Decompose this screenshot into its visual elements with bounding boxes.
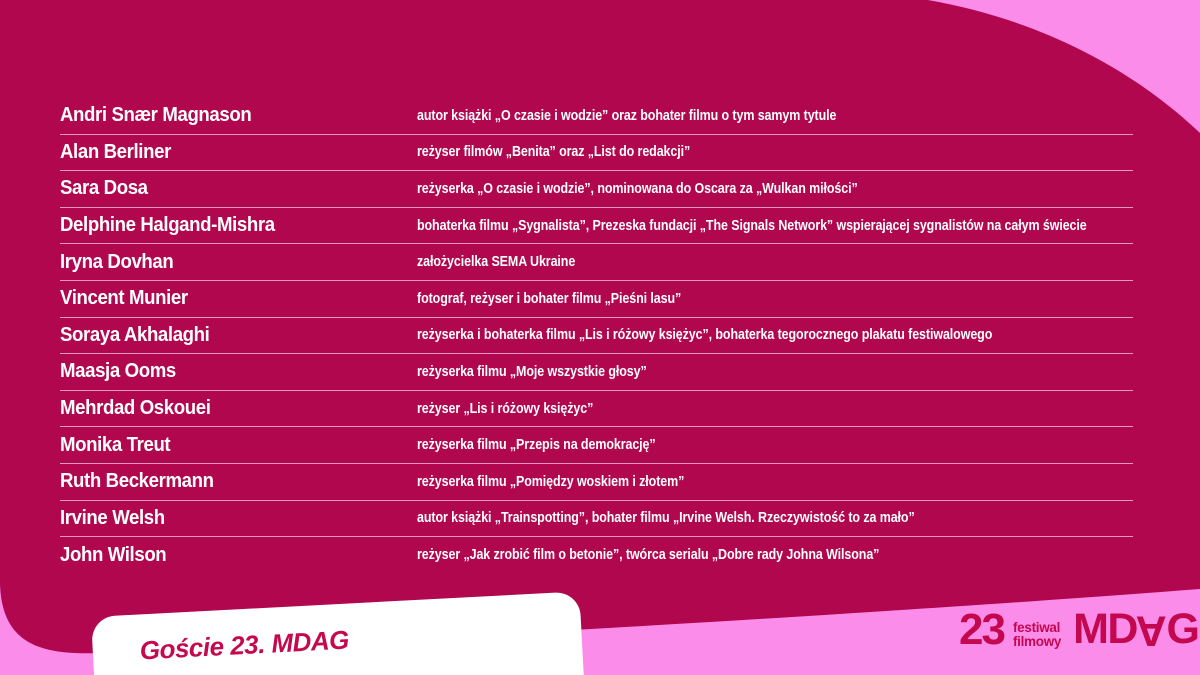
guest-row [60,537,1133,574]
guest-description: reżyser „Lis i różowy księżyc” [417,400,594,417]
guest-row [60,501,1133,538]
guest-description: autor książki „Trainspotting”, bohater filmu „Irvine Welsh. Rzeczywistość to za mało” [417,510,915,527]
guest-row [60,171,1133,208]
guest-row [60,354,1133,391]
guest-description: fotograf, reżyser i bohater filmu „Pieśni lasu” [417,290,682,307]
festival-word-line2: filmowy [1012,633,1062,649]
guest-list [60,98,1133,574]
guest-description: reżyser „Jak zrobić film o betonie”, twórca serialu „Dobre rady Johna Wilsona” [417,547,880,564]
guest-row [60,244,1133,281]
wordmark-prefix: MD [1073,605,1137,653]
wordmark-turned-a: A [1136,606,1167,655]
guest-row [60,427,1133,464]
guest-name: Mehrdad Oskouei [60,397,211,420]
guest-name: John Wilson [60,543,167,566]
guest-name: Alan Berliner [60,140,171,163]
guest-name: Maasja Ooms [60,360,176,383]
guest-description: reżyserka „O czasie i wodzie”, nominowana do Oscara za „Wulkan miłości” [417,180,858,197]
guest-name: Sara Dosa [60,177,148,200]
guest-row [60,135,1133,172]
guest-name: Ruth Beckermann [60,470,214,493]
guest-row [60,208,1133,245]
guest-description: reżyserka filmu „Przepis na demokrację” [417,437,656,454]
guest-name: Delphine Halgand-Mishra [60,214,275,237]
guest-name: Monika Treut [60,433,171,456]
slide-title: Goście 23. MDAG [139,624,350,666]
guest-name: Irvine Welsh [60,506,165,529]
guest-description: reżyserka i bohaterka filmu „Lis i różowy księżyc”, bohaterka tegorocznego plakatu festiwalowego [417,327,993,344]
wordmark-suffix: G [1166,605,1199,653]
guest-description: reżyserka filmu „Pomiędzy woskiem i złotem” [417,473,685,490]
guest-description: założycielka SEMA Ukraine [417,254,576,271]
guest-description: reżyserka filmu „Moje wszystkie głosy” [417,363,647,380]
guest-description: reżyser filmów „Benita” oraz „List do redakcji” [417,144,691,161]
guest-row [60,98,1133,135]
guest-description: autor książki „O czasie i wodzie” oraz bohater filmu o tym samym tytule [417,107,837,124]
guest-name: Vincent Munier [60,287,188,310]
guest-name: Soraya Akhalaghi [60,323,210,346]
festival-words [1013,621,1061,649]
guest-row [60,391,1133,428]
festival-logo [959,605,1199,655]
guest-description: bohaterka filmu „Sygnalista”, Prezeska fundacji „The Signals Network” wspierającej sygnalistów na całym świecie [417,217,1087,234]
guest-name: Andri Snær Magnason [60,104,252,127]
mdag-wordmark [1073,605,1199,655]
festival-edition-number: 23 [959,605,1004,654]
guest-row [60,318,1133,355]
guest-name: Iryna Dovhan [60,250,174,273]
festival-word-line1: festiwal [1012,620,1061,635]
guest-row [60,464,1133,501]
guest-row [60,281,1133,318]
